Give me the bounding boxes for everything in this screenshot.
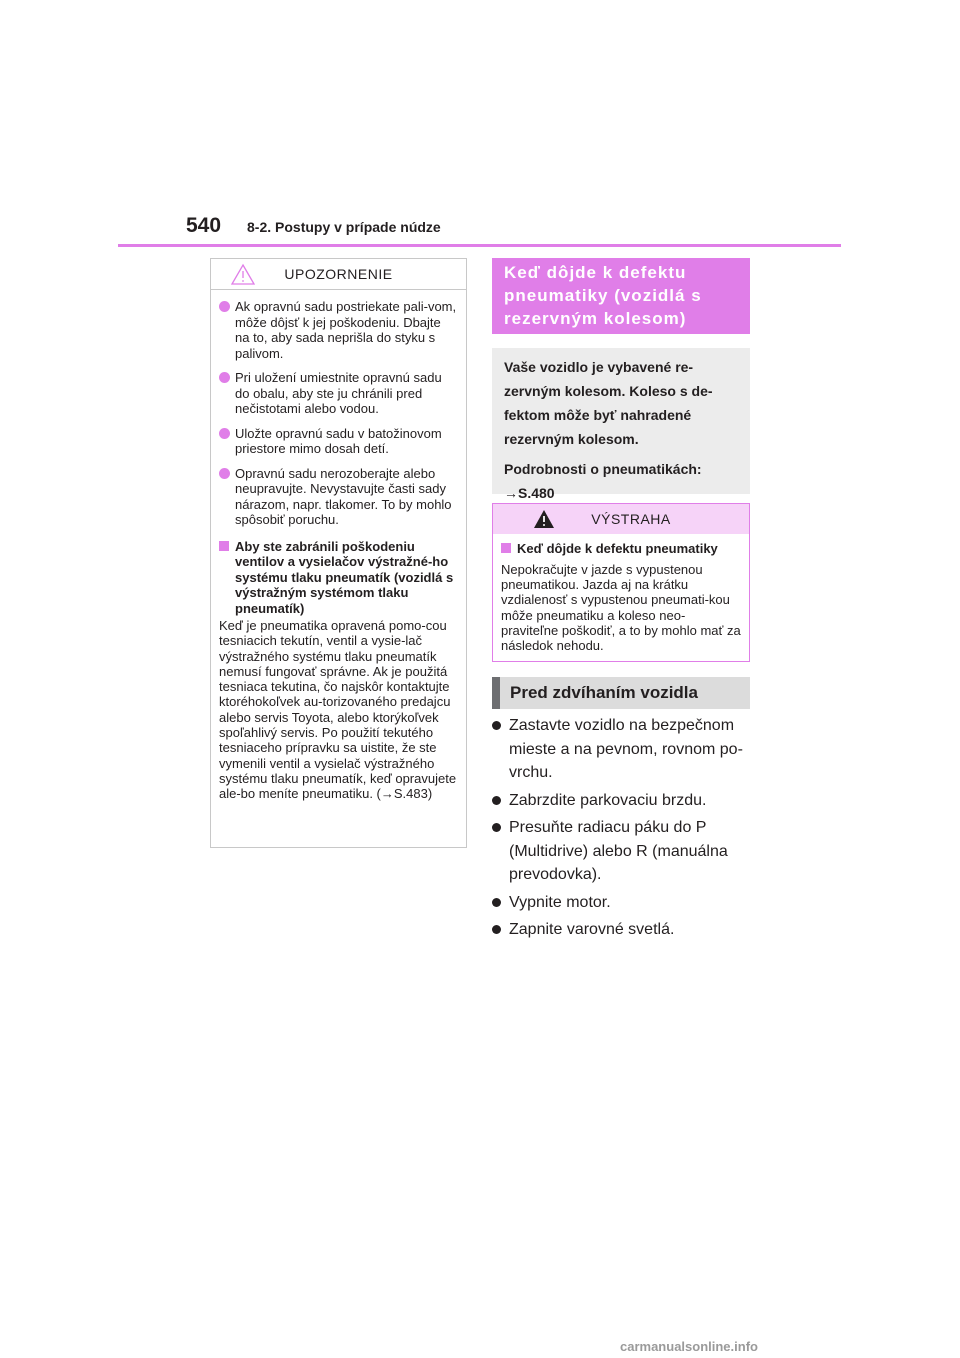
bullet-dot-icon <box>219 372 230 383</box>
caution-item: Pri uložení umiestnite opravnú sadu do obalu, aby ste ju chránili pred nečistotami alebo vodou. <box>219 370 458 417</box>
caution-body: Keď je pneumatika opravená pomo-cou tesniacich tekutín, ventil a vysie-lač výstražného systému tlaku pneumatík nemusí fungovať správne. Ak je použitá tesniaca tekutina, čo najskôr kontaktujte ktoréhokoľvek au-torizovaného predajcu alebo servis Toyota, alebo ktorýkoľvek spoľahlivý servis. Po použití tekutého tesniaceho prípravku sa uistite, že ste vymenili ventil a vysielač výstražného systému tlaku pneumatík, keď opravujete ale-bo meníte pneumatiku. (→S.483) <box>219 618 457 802</box>
warning-box <box>492 503 750 662</box>
bullet-dot-icon <box>219 301 230 312</box>
caution-box <box>210 258 467 848</box>
bullet-dot-icon <box>492 925 501 934</box>
page-number: 540 <box>186 214 222 237</box>
warning-header <box>493 504 749 534</box>
caution-item: Ak opravnú sadu postriekate pali-vom, môže dôjsť k jej poškodeniu. Dbajte na to, aby sada neprišla do styku s palivom. <box>219 299 458 361</box>
list-item: Zabrzdite parkovaciu brzdu. <box>492 789 762 813</box>
lift-steps-list <box>492 714 762 946</box>
caution-subheading: Aby ste zabránili poškodeniu ventilov a vysielačov výstražné-ho systému tlaku pneumatík (vozidlá s výstražným systémom tlaku pneumatík) <box>219 539 458 617</box>
warning-triangle-icon <box>533 509 555 529</box>
bullet-dot-icon <box>492 796 501 805</box>
caution-item: Opravnú sadu nerozoberajte alebo neupravujte. Nevystavujte časti sady nárazom, napr. tlakomer. To by mohlo spôsobiť poruchu. <box>219 466 458 528</box>
square-bullet-icon <box>501 543 511 553</box>
info-details: Podrobnosti o pneumatikách: <box>504 461 702 477</box>
info-ref-link[interactable]: →S.480 <box>504 485 555 501</box>
bullet-dot-icon <box>219 428 230 439</box>
caution-title: UPOZORNENIE <box>284 266 393 282</box>
section-title-spare: Keď dôjde k defektu pneumatiky (vozidlá s rezervným kolesom) <box>492 258 750 334</box>
info-box <box>492 348 750 501</box>
list-item: Zapnite varovné svetlá. <box>492 918 762 942</box>
caution-header <box>211 259 466 290</box>
warning-title: VÝSTRAHA <box>591 511 671 527</box>
chapter-title: 8-2. Postupy v prípade núdze <box>247 219 441 235</box>
page-header <box>0 0 960 250</box>
warning-body: Nepokračujte v jazde s vypustenou pneumatikou. Jazda aj na krátku vzdialenosť s vypustenou pneumati-kou môže pneumatiku a koleso neo-praviteľne poškodiť, a to by mohlo mať za následok nehodu. <box>501 562 741 654</box>
list-item: Presuňte radiacu páku do P (Multidrive) alebo R (manuálna prevodovka). <box>492 816 762 887</box>
watermark: carmanualsonline.info <box>620 1339 758 1354</box>
section-title-lift: Pred zdvíhaním vozidla <box>492 677 750 709</box>
list-item: Vypnite motor. <box>492 891 762 915</box>
bullet-dot-icon <box>219 468 230 479</box>
list-item: Zastavte vozidlo na bezpečnom mieste a na pevnom, rovnom po-vrchu. <box>492 714 762 785</box>
info-text: Vaše vozidlo je vybavené re-zervným kolesom. Koleso s de-fektom môže byť nahradené rezervným kolesom. <box>504 359 713 447</box>
bullet-dot-icon <box>492 721 501 730</box>
bullet-dot-icon <box>492 898 501 907</box>
warning-triangle-icon <box>231 263 255 285</box>
caution-item: Uložte opravnú sadu v batožinovom priestore mimo dosah detí. <box>219 426 458 457</box>
warning-subheading: Keď dôjde k defektu pneumatiky <box>501 541 743 556</box>
header-rule <box>118 244 841 247</box>
square-bullet-icon <box>219 541 229 551</box>
bullet-dot-icon <box>492 823 501 832</box>
